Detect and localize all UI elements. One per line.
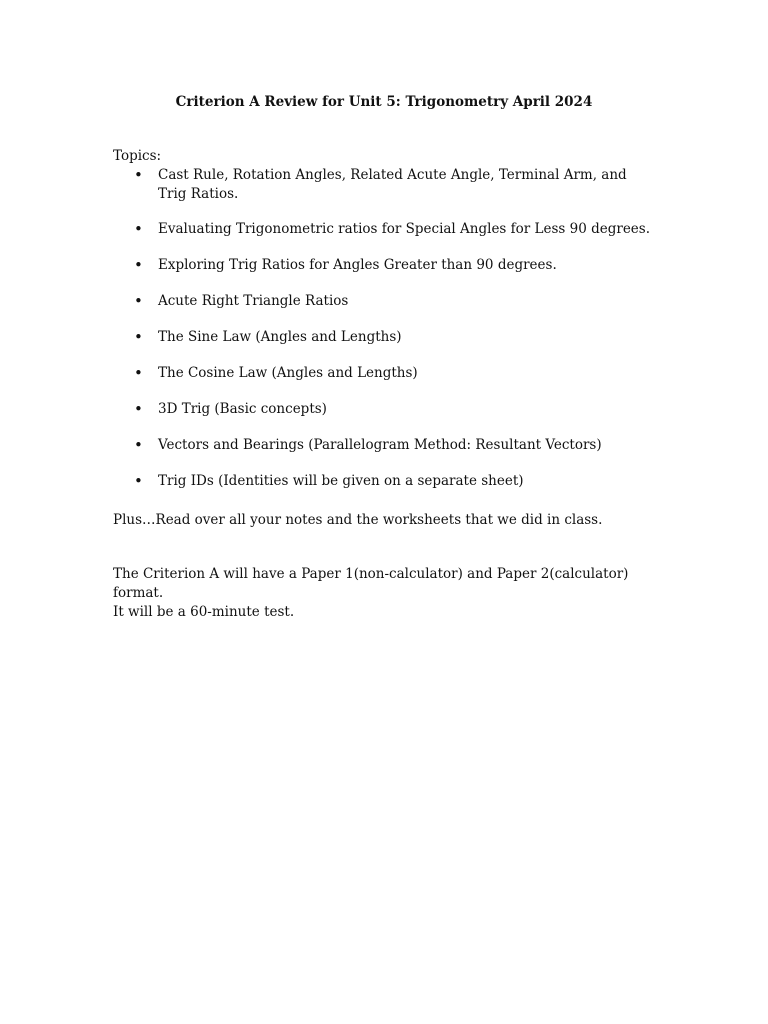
bullet-icon: • [134,220,143,238]
topic-list [113,166,653,508]
topic-text: Exploring Trig Ratios for Angles Greater than 90 degrees. [158,257,557,273]
list-item [113,364,653,383]
page-title: Criterion A Review for Unit 5: Trigonometry April 2024 [175,94,593,110]
test-format-paragraph [113,565,673,622]
topic-text: Acute Right Triangle Ratios [158,293,349,309]
list-item [113,166,653,204]
list-item [113,292,653,311]
review-note: Plus…Read over all your notes and the worksheets that we did in class. [113,512,603,528]
test-format-line: The Criterion A will have a Paper 1(non-calculator) and Paper 2(calculator) format. [113,566,629,601]
topic-text: The Cosine Law (Angles and Lengths) [158,365,418,381]
topics-label: Topics: [113,148,162,164]
bullet-icon: • [134,328,143,346]
topic-text: Vectors and Bearings (Parallelogram Method: Resultant Vectors) [158,437,602,453]
list-item [113,328,653,347]
topic-text: 3D Trig (Basic concepts) [158,401,327,417]
list-item [113,256,653,275]
bullet-icon: • [134,436,143,454]
bullet-icon: • [134,292,143,310]
topic-text: Evaluating Trigonometric ratios for Special Angles for Less 90 degrees. [158,221,651,237]
list-item [113,220,653,239]
test-duration-line: It will be a 60-minute test. [113,604,295,620]
list-item [113,400,653,419]
list-item [113,436,653,455]
topic-text: Trig IDs (Identities will be given on a separate sheet) [158,473,524,489]
topic-text: The Sine Law (Angles and Lengths) [158,329,402,345]
bullet-icon: • [134,472,143,490]
topic-text: Cast Rule, Rotation Angles, Related Acute Angle, Terminal Arm, and Trig Ratios. [158,167,627,202]
bullet-icon: • [134,364,143,382]
bullet-icon: • [134,400,143,418]
bullet-icon: • [134,256,143,274]
list-item [113,472,653,491]
bullet-icon: • [134,166,143,184]
